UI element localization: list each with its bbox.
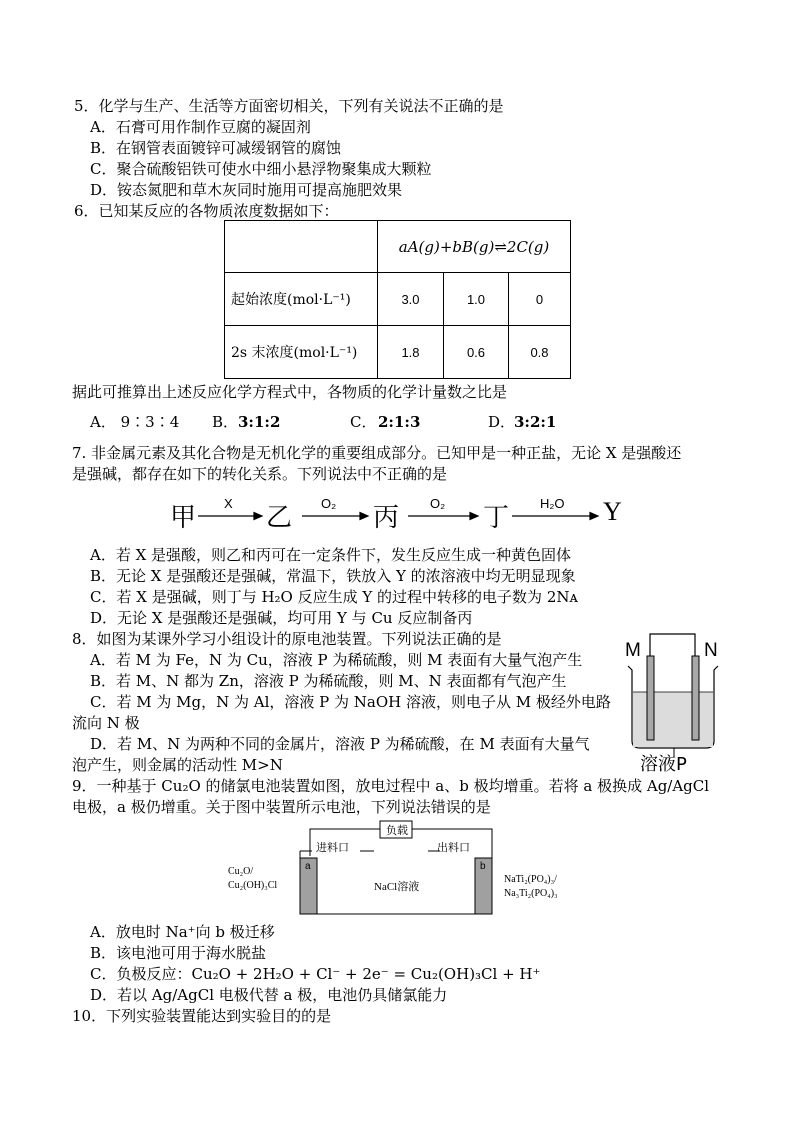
right-material-label-2: Na₃Ti₂(PO₄)₃	[504, 888, 558, 899]
left-material-label: Cu₂O/	[228, 866, 254, 877]
q7-option-c: C．若 X 是强碱，则丁与 H₂O 反应生成 Y 的过程中转移的电子数为 2Nᴀ	[90, 588, 578, 606]
electrode-m-label: M	[625, 640, 641, 661]
q7-option-d: D．无论 X 是强酸还是强碱，均可用 Y 与 Cu 反应制备丙	[90, 609, 473, 627]
q9-stem-line1: 9．一种基于 Cu₂O 的储氯电池装置如图，放电过程中 a、b 极均增重。若将 a 极换成 Ag/AgCl	[72, 777, 710, 795]
q6-option-a: A． 9∶3∶4	[90, 413, 180, 431]
q5-option-d: D．铵态氮肥和草木灰同时施用可提高施肥效果	[90, 181, 403, 199]
q9-option-b: B．该电池可用于海水脱盐	[90, 944, 267, 962]
q10-stem: 10．下列实验装置能达到实验目的的是	[72, 1007, 332, 1025]
q9-option-a: A．放电时 Na⁺向 b 极迁移	[90, 923, 275, 941]
chain-substance: Y	[603, 497, 622, 526]
q6-option-b-letter: B．	[212, 413, 239, 431]
q8-option-c-cont: 流向 N 极	[72, 714, 140, 732]
q9-option-d: D．若以 Ag/AgCl 电极代替 a 极，电池仍具储氯能力	[90, 986, 448, 1004]
q8-option-d-cont: 泡产生，则金属的活动性 M>N	[72, 756, 283, 774]
nacl-solution-label: NaCl溶液	[374, 881, 420, 893]
chain-substance: 丁	[483, 503, 510, 533]
table-cell: 0	[509, 273, 571, 326]
table-cell: 0.8	[509, 326, 571, 379]
q6-followup: 据此可推算出上述反应化学方程式中，各物质的化学计量数之比是	[72, 383, 508, 401]
q8-option-d: D．若 M、N 为两种不同的金属片，溶液 P 为稀硫酸，在 M 表面有大量气	[90, 735, 590, 753]
q8-option-b: B．若 M、N 都为 Zn，溶液 P 为稀硫酸，则 M、N 表面都有气泡产生	[90, 672, 567, 690]
q5-option-b: B．在钢管表面镀锌可减缓钢管的腐蚀	[90, 139, 342, 157]
q9-stem-line2: 电极，a 极仍增重。关于图中装置所示电池，下列说法错误的是	[72, 798, 491, 816]
q7-stem-line2: 是强碱，都存在如下的转化关系。下列说法中不正确的是	[72, 465, 448, 483]
q5-option-a: A．石膏可用作制作豆腐的凝固剂	[90, 118, 311, 136]
q6-option-d: 3:2:1	[514, 413, 557, 431]
q7-option-b: B．无论 X 是强酸还是强碱，常温下，铁放入 Y 的浓溶液中均无明显现象	[90, 567, 576, 585]
q8-stem: 8．如图为某课外学习小组设计的原电池装置。下列说法正确的是	[72, 630, 502, 648]
q5-option-c: C．聚合硫酸铝铁可使水中细小悬浮物聚集成大颗粒	[90, 160, 432, 178]
right-material-label: NaTi₂(PO₄)₃/	[504, 874, 557, 885]
table-cell: 1.0	[444, 273, 509, 326]
electrode-n-label: N	[704, 640, 718, 661]
chain-substance: 丙	[373, 503, 400, 533]
load-label: 负载	[386, 825, 408, 837]
q6-option-b: 3:1:2	[238, 413, 281, 431]
chain-substance: 甲	[170, 503, 197, 533]
q6-option-c: 2:1:3	[378, 413, 421, 431]
q5-stem: 5．化学与生产、生活等方面密切相关，下列有关说法不正确的是	[74, 97, 504, 115]
q7-option-a: A．若 X 是强酸，则乙和丙可在一定条件下，发生反应生成一种黄色固体	[90, 546, 572, 564]
arrow-label: O₂	[430, 496, 446, 511]
table-equation: aA(g)+bB(g)⇌2C(g)	[378, 221, 571, 273]
arrow-label: H₂O	[540, 496, 565, 511]
q7-stem-line1: 7. 非金属元素及其化合物是无机化学的重要组成部分。已知甲是一种正盐，无论 X 是强酸还	[72, 444, 682, 462]
electrode-b-label: b	[480, 861, 486, 872]
arrow-label: O₂	[321, 496, 337, 511]
solution-p-label: 溶液P	[640, 754, 687, 775]
q8-option-a: A．若 M 为 Fe，N 为 Cu，溶液 P 为稀硫酸，则 M 表面有大量气泡产生	[90, 651, 583, 669]
arrow-label: X	[224, 496, 233, 511]
outlet-label: 出料口	[437, 842, 470, 854]
table-row-label: 起始浓度(mol·L⁻¹)	[225, 273, 378, 326]
table-row-label: 2s 末浓度(mol·L⁻¹)	[225, 326, 378, 379]
table-cell: 1.8	[378, 326, 444, 379]
chain-substance: 乙	[266, 503, 293, 533]
left-material-label-2: Cu₂(OH)₃Cl	[228, 880, 278, 891]
table-cell: 3.0	[378, 273, 444, 326]
q8-option-c: C．若 M 为 Mg，N 为 Al，溶液 P 为 NaOH 溶液，则电子从 M 极经外电路	[90, 693, 611, 711]
chain-arrows	[0, 0, 794, 560]
inlet-label: 进料口	[316, 842, 349, 854]
q6-stem: 6．已知某反应的各物质浓度数据如下：	[74, 202, 339, 220]
q6-option-d-letter: D．	[488, 413, 516, 431]
q6-option-c-letter: C．	[350, 413, 377, 431]
table-cell: 0.6	[444, 326, 509, 379]
electrode-a-label: a	[305, 861, 311, 872]
q9-option-c: C．负极反应：Cu₂O + 2H₂O + Cl⁻ + 2e⁻ = Cu₂(OH)₃Cl + H⁺	[90, 965, 541, 983]
